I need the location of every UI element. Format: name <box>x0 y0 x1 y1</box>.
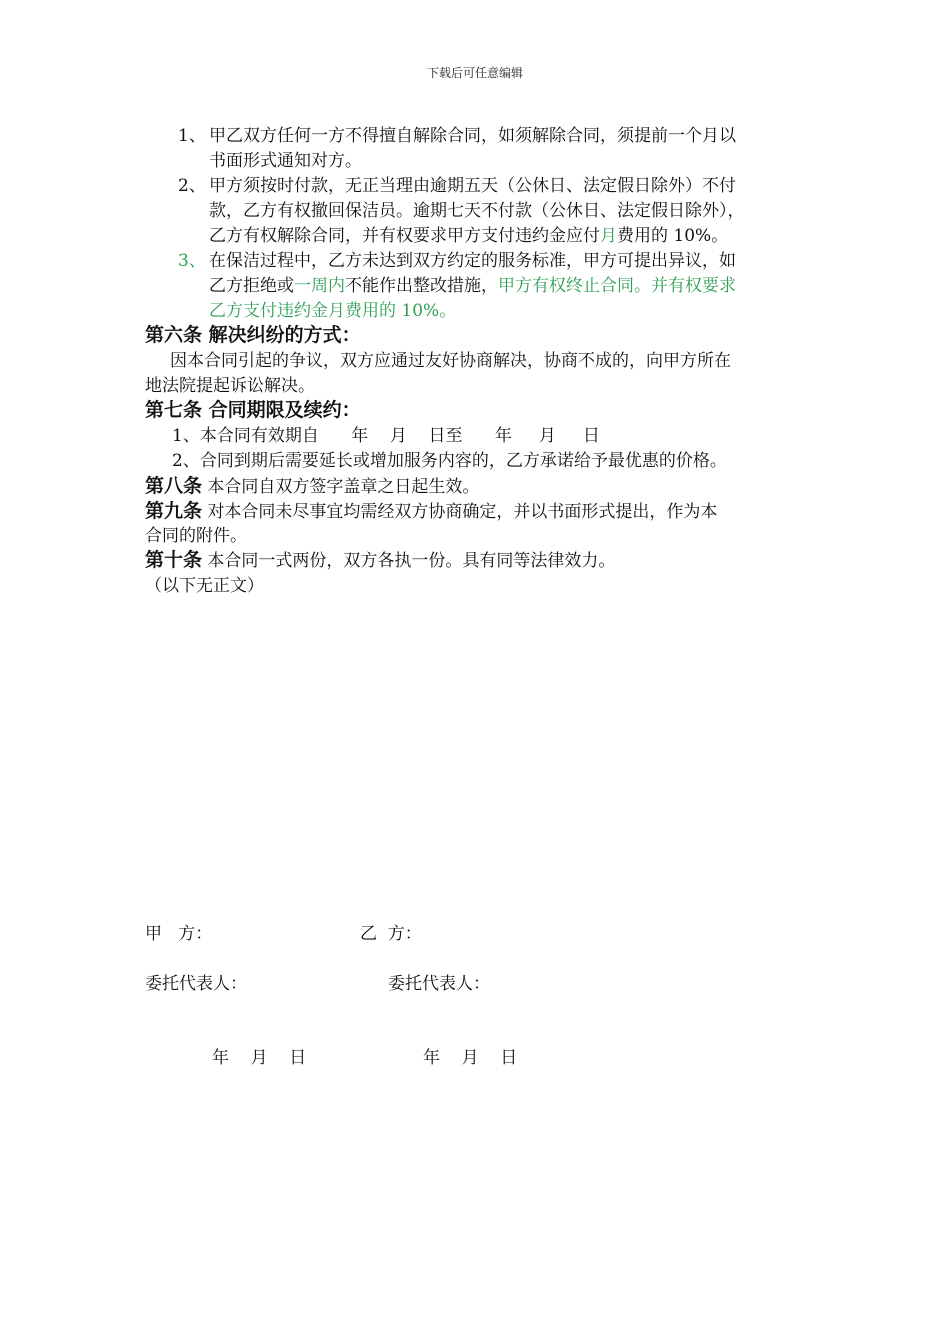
party-b-representative-label: 委托代表人： <box>388 974 490 994</box>
item-3-termination-highlight: 甲方有权终止合同。并有权要求 <box>498 276 736 296</box>
item-3-line-2-c: 不能作出整改措施， <box>345 276 498 296</box>
article-8 <box>145 474 479 500</box>
item-2-line-3 <box>209 224 728 249</box>
party-a-representative-label: 委托代表人： <box>145 974 247 994</box>
article-6-title: 第六条 解决纠纷的方式： <box>145 324 361 346</box>
article-9-title: 第九条 <box>145 500 203 522</box>
item-3-line-3: 乙方支付违约金月费用的 10%。 <box>209 301 457 321</box>
article-7-renewal-line: 2、合同到期后需要延长或增加服务内容的，乙方承诺给予最优惠的价格。 <box>172 451 727 471</box>
item-3-line-1: 在保洁过程中，乙方未达到双方约定的服务标准，甲方可提出异议，如 <box>209 251 736 271</box>
party-b-label: 乙 方： <box>360 924 422 944</box>
article-10-title: 第十条 <box>145 549 203 571</box>
party-a-date: 年 月 日 <box>212 1048 307 1068</box>
article-10 <box>145 548 615 574</box>
article-6-line-2: 地法院提起诉讼解决。 <box>145 376 315 396</box>
item-2-line-3-c: 费用的 10%。 <box>617 226 729 246</box>
party-b-date: 年 月 日 <box>423 1048 518 1068</box>
party-a-label: 甲 方： <box>145 924 213 944</box>
article-9-text: 对本合同未尽事宜均需经双方协商确定，并以书面形式提出，作为本 <box>202 502 718 522</box>
item-3-line-2-a: 乙方拒绝或 <box>209 276 294 296</box>
article-9 <box>145 499 717 525</box>
item-1-number: 1、 <box>178 126 206 146</box>
item-2-month-highlight: 月 <box>600 226 617 246</box>
article-9-line-2: 合同的附件。 <box>145 526 247 546</box>
page-header: 下载后可任意编辑 <box>426 66 523 80</box>
end-note: （以下无正文） <box>145 576 264 596</box>
item-2-line-3-a: 乙方有权解除合同，并有权要求甲方支付违约金应付 <box>209 226 600 246</box>
item-2-line-1: 甲方须按时付款，无正当理由逾期五天（公休日、法定假日除外）不付 <box>209 176 736 196</box>
item-3-line-2 <box>209 274 736 299</box>
item-1-line-2: 书面形式通知对方。 <box>209 151 362 171</box>
article-7-title: 第七条 合同期限及续约： <box>145 399 361 421</box>
article-10-text: 本合同一式两份，双方各执一份。具有同等法律效力。 <box>202 551 616 571</box>
article-8-text: 本合同自双方签字盖章之日起生效。 <box>202 477 480 497</box>
item-2-line-2: 款，乙方有权撤回保洁员。逾期七天不付款（公休日、法定假日除外）， <box>209 201 745 221</box>
item-1-line-1: 甲乙双方任何一方不得擅自解除合同，如须解除合同，须提前一个月以 <box>209 126 736 146</box>
article-6-line-1: 因本合同引起的争议，双方应通过友好协商解决，协商不成的，向甲方所在 <box>170 351 731 371</box>
item-3-number: 3、 <box>178 251 206 271</box>
item-3-week-highlight: 一周内 <box>294 276 345 296</box>
article-8-title: 第八条 <box>145 475 203 497</box>
item-2-number: 2、 <box>178 176 206 196</box>
article-7-term-line: 1、本合同有效期自 年 月 日至 年 月 日 <box>172 426 600 446</box>
